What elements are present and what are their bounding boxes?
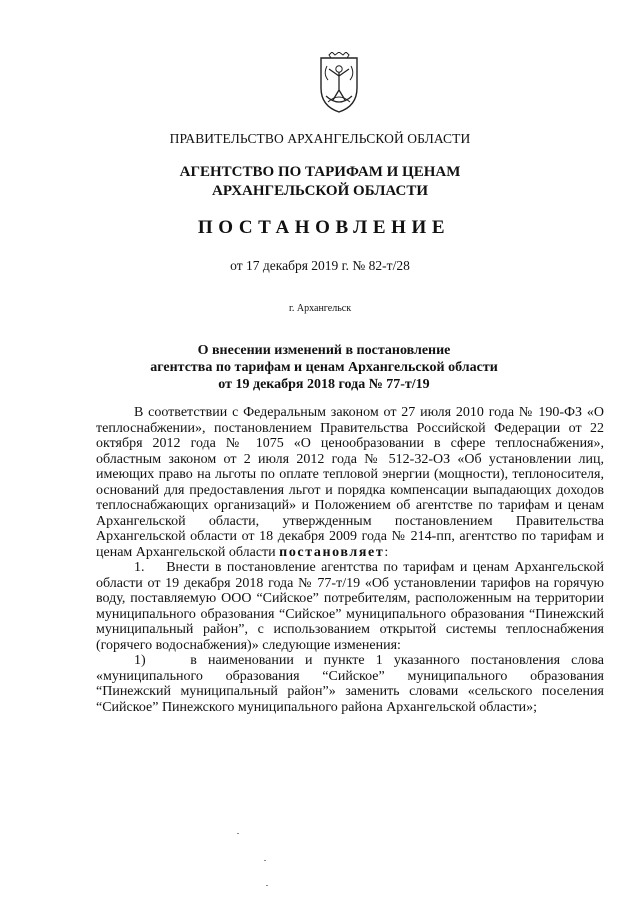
document-subject bbox=[4, 342, 640, 393]
resolves-word: постановляет bbox=[279, 544, 385, 560]
document-date-number: от 17 декабря 2019 г. № 82-т/28 bbox=[230, 258, 410, 273]
subject-line1: О внесении изменений в постановление bbox=[197, 343, 451, 358]
body-intro-paragraph bbox=[96, 405, 604, 560]
agency-title-line2: АРХАНГЕЛЬСКОЙ ОБЛАСТИ bbox=[212, 183, 428, 199]
scan-speck bbox=[264, 860, 266, 861]
coat-of-arms-emblem bbox=[318, 52, 360, 114]
scan-speck bbox=[266, 885, 268, 886]
government-title: ПРАВИТЕЛЬСТВО АРХАНГЕЛЬСКОЙ ОБЛАСТИ bbox=[169, 131, 471, 146]
document-city: г. Архангельск bbox=[288, 303, 352, 314]
document-type-heading: ПОСТАНОВЛЕНИЕ bbox=[197, 217, 451, 238]
agency-title bbox=[0, 163, 640, 201]
intro-text: В соответствии с Федеральным законом от 27 июля 2010 года № 190-ФЗ «О теплоснабжении», постановлением Правительства Российской Федерации от 22 октября 2012 года № 1075 «О ценообразовании в сфере теплоснабжения», областным законом от 2 июля 2012 года № 512-32-ОЗ «Об установлении лиц, имеющих право на льготы по оплате тепловой энергии (мощности), теплоносителя, оснований для предоставления льгот и порядка компенсации выпадающих доходов теплоснабжающих организаций» и Положением об агентстве по тарифам и ценам Архангельской области, утвержденным постановлением Правительства Архангельской области от 18 декабря 2009 года № 214-пп, агентство по тарифам и ценам Архангельской области bbox=[96, 405, 604, 560]
scan-speck bbox=[237, 833, 239, 834]
resolves-colon: : bbox=[384, 544, 389, 560]
subject-line3: от 19 декабря 2018 года № 77-т/19 bbox=[218, 377, 430, 392]
item-1-paragraph: 1. Внести в постановление агентства по тарифам и ценам Архангельской области от 19 декабря 2018 года № 77-т/19 «Об установлении тарифов на горячую воду, поставляемую ООО “Сийское” потребителям, расположенным на территории муниципального образования “Сийское” муниципального образования “Пинежский муниципальный район”, с использованием открытой системы теплоснабжения (горячего водоснабжения)» следующие изменения: bbox=[96, 560, 604, 653]
document-body bbox=[96, 405, 604, 715]
subject-line2: агентства по тарифам и ценам Архангельской области bbox=[150, 360, 498, 375]
agency-title-line1: АГЕНТСТВО ПО ТАРИФАМ И ЦЕНАМ bbox=[179, 164, 461, 180]
item-1-1-paragraph: 1) в наименовании и пункте 1 указанного постановления слова «муниципального образования “Сийское” муниципального образования “Пинежский муниципальный район”» заменить словами «сельского поселения “Сийское” Пинежского муниципального района Архангельской области»; bbox=[96, 653, 604, 715]
